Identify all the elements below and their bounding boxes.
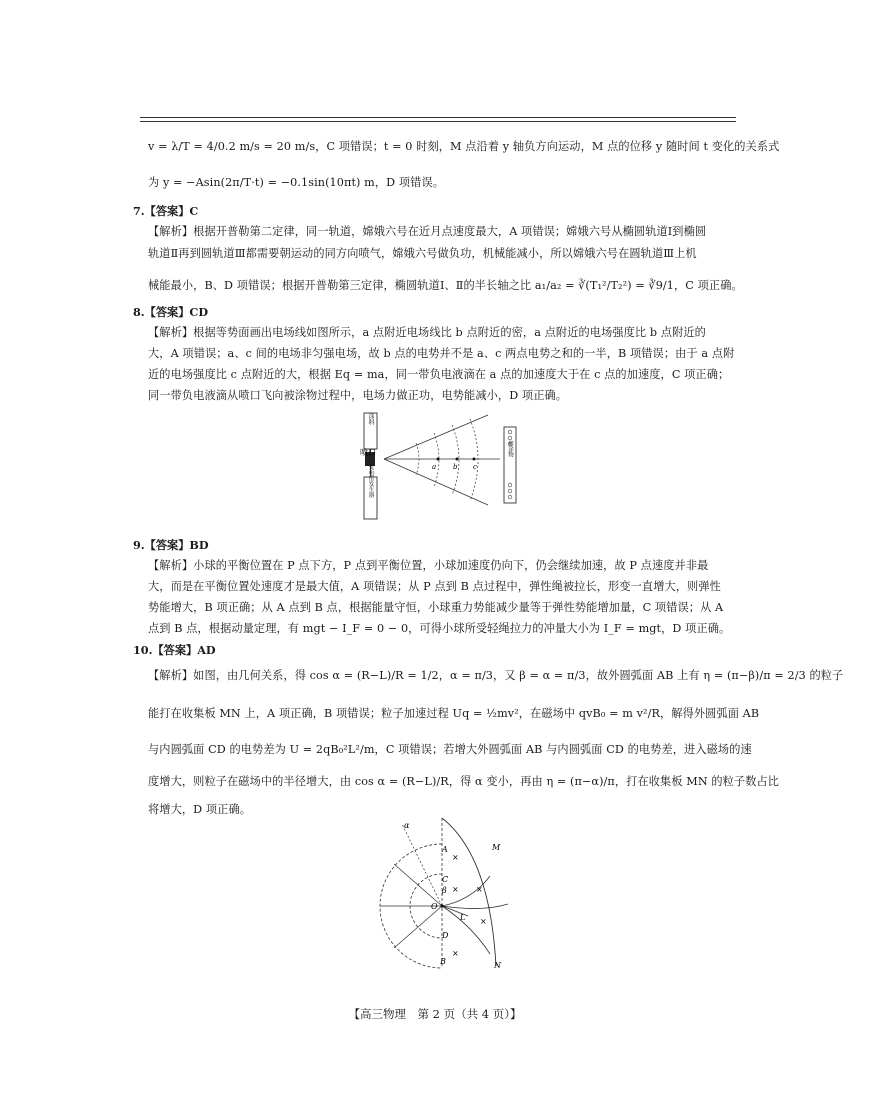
label-B: B	[440, 957, 446, 966]
header-rule-top	[140, 117, 736, 118]
text-line: v = λ/T = 4/0.2 m/s = 20 m/s，C 项错误；t = 0 时刻，M 点沿着 y 轴负方向运动，M 点的位移 y 随时间 t 变化的关系式	[148, 140, 780, 153]
text-line: 与内圆弧面 CD 的电势差为 U = 2qB₀²L²/m，C 项错误；若增大外圆弧面 AB 与内圆弧面 CD 的电势差，进入磁场的速	[148, 743, 752, 756]
text-line: 大，而是在平衡位置处速度才是最大值，A 项错误；从 P 点到 B 点过程中，弹性绳被拉长，形变一直增大，则弹性	[148, 580, 721, 593]
text-line: 大，A 项错误；a、c 间的电场非匀强电场，故 b 点的电势并不是 a、c 两点电势之和的一半，B 项错误；由于 a 点附	[148, 347, 735, 360]
label-O: O	[431, 902, 438, 911]
text-line: 近的电场强度比 c 点附近的大，根据 Eq = ma，同一带负电液滴在 a 点的加速度大于在 c 点的加速度，C 项正确；	[148, 368, 730, 381]
label-L: L	[460, 913, 466, 922]
label-alpha: α	[404, 821, 410, 830]
svg-text:×: ×	[452, 885, 459, 894]
svg-text:×: ×	[452, 853, 459, 862]
text-line: 【解析】根据开普勒第二定律，同一轨道，嫦娥六号在近月点速度最大，A 项错误；嫦娥六号从椭圆轨道Ⅰ到椭圆	[148, 225, 707, 238]
answer-heading-8: 8.【答案】CD	[133, 305, 209, 319]
text-line: 能打在收集板 MN 上，A 项正确，B 项错误；粒子加速过程 Uq = ½mv²，在磁场中 qvB₀ = m v²/R，解得外圆弧面 AB	[148, 707, 760, 720]
answer-heading-7: 7.【答案】C	[133, 204, 199, 218]
text-line: 【解析】根据等势面画出电场线如图所示，a 点附近电场线比 b 点附近的密，a 点附近的电场强度比 b 点附近的	[148, 326, 706, 339]
label-N: N	[494, 961, 501, 970]
text-line: 将增大，D 项正确。	[148, 803, 252, 816]
label-a: a	[432, 463, 437, 471]
label-C: C	[442, 875, 449, 884]
label-c: c	[473, 463, 477, 471]
text-line: 势能增大，B 项正确；从 A 点到 B 点，根据能量守恒，小球重力势能减少量等于弹性势能增加量，C 项错误；从 A	[148, 601, 724, 614]
page-footer: 【高三物理 第 2 页（共 4 页）】	[348, 1007, 522, 1021]
text-line: 【解析】小球的平衡位置在 P 点下方，P 点到平衡位置，小球加速度仍向下，仍会继续加速，故 P 点速度并非最	[148, 559, 709, 572]
svg-text:×: ×	[452, 949, 459, 958]
label-D: D	[442, 931, 449, 940]
text-line: 点到 B 点，根据动量定理，有 mgt − I_F = 0 − 0，可得小球所受轻绳拉力的冲量大小为 I_F = mgt，D 项正确。	[148, 622, 731, 635]
label-hv-generator: 负电压发生器	[367, 464, 374, 498]
text-line: 为 y = −Asin(2π/T·t) = −0.1sin(10πt) m，D 项错误。	[148, 176, 445, 189]
label-paint: 涂料	[367, 413, 374, 425]
text-line: 度增大，则粒子在磁场中的半径增大，由 cos α = (R−L)/R，得 α 变小，再由 η = (π−α)/π，打在收集板 MN 的粒子数占比	[148, 775, 780, 788]
svg-text:×: ×	[476, 885, 483, 894]
label-b: b	[453, 463, 458, 471]
svg-text:×: ×	[480, 917, 487, 926]
answer-heading-9: 9.【答案】BD	[133, 538, 209, 552]
electric-field-figure	[360, 407, 540, 523]
label-M: M	[492, 843, 501, 852]
text-line: 同一带负电液滴从喷口飞向被涂物过程中，电场力做正功，电势能减小，D 项正确。	[148, 389, 568, 402]
text-line: 械能最小，B、D 项错误；根据开普勒第三定律，椭圆轨道Ⅰ、Ⅱ的半长轴之比 a₁/a₂ = ∛(T₁²/T₂²) = ∛9/1，C 项正确。	[148, 279, 743, 292]
text-line: 【解析】如图，由几何关系，得 cos α = (R−L)/R = 1/2，α = π/3，又 β = α = π/3，故外圆弧面 AB 上有 η = (π−β)/π = 2/3 的粒子	[148, 669, 844, 682]
magnetic-field-figure	[372, 816, 522, 976]
label-target: 被涂物	[507, 440, 513, 458]
label-beta: β	[442, 886, 447, 895]
header-rule-bottom	[140, 121, 736, 122]
text-line: 轨道Ⅱ再到圆轨道Ⅲ都需要朝运动的同方向喷气，嫦娥六号做负功，机械能减小，所以嫦娥六号在圆轨道Ⅲ上机	[148, 247, 697, 260]
answer-heading-10: 10.【答案】AD	[133, 643, 216, 657]
label-nozzle: 喷口	[360, 448, 376, 457]
label-A: A	[442, 845, 448, 854]
